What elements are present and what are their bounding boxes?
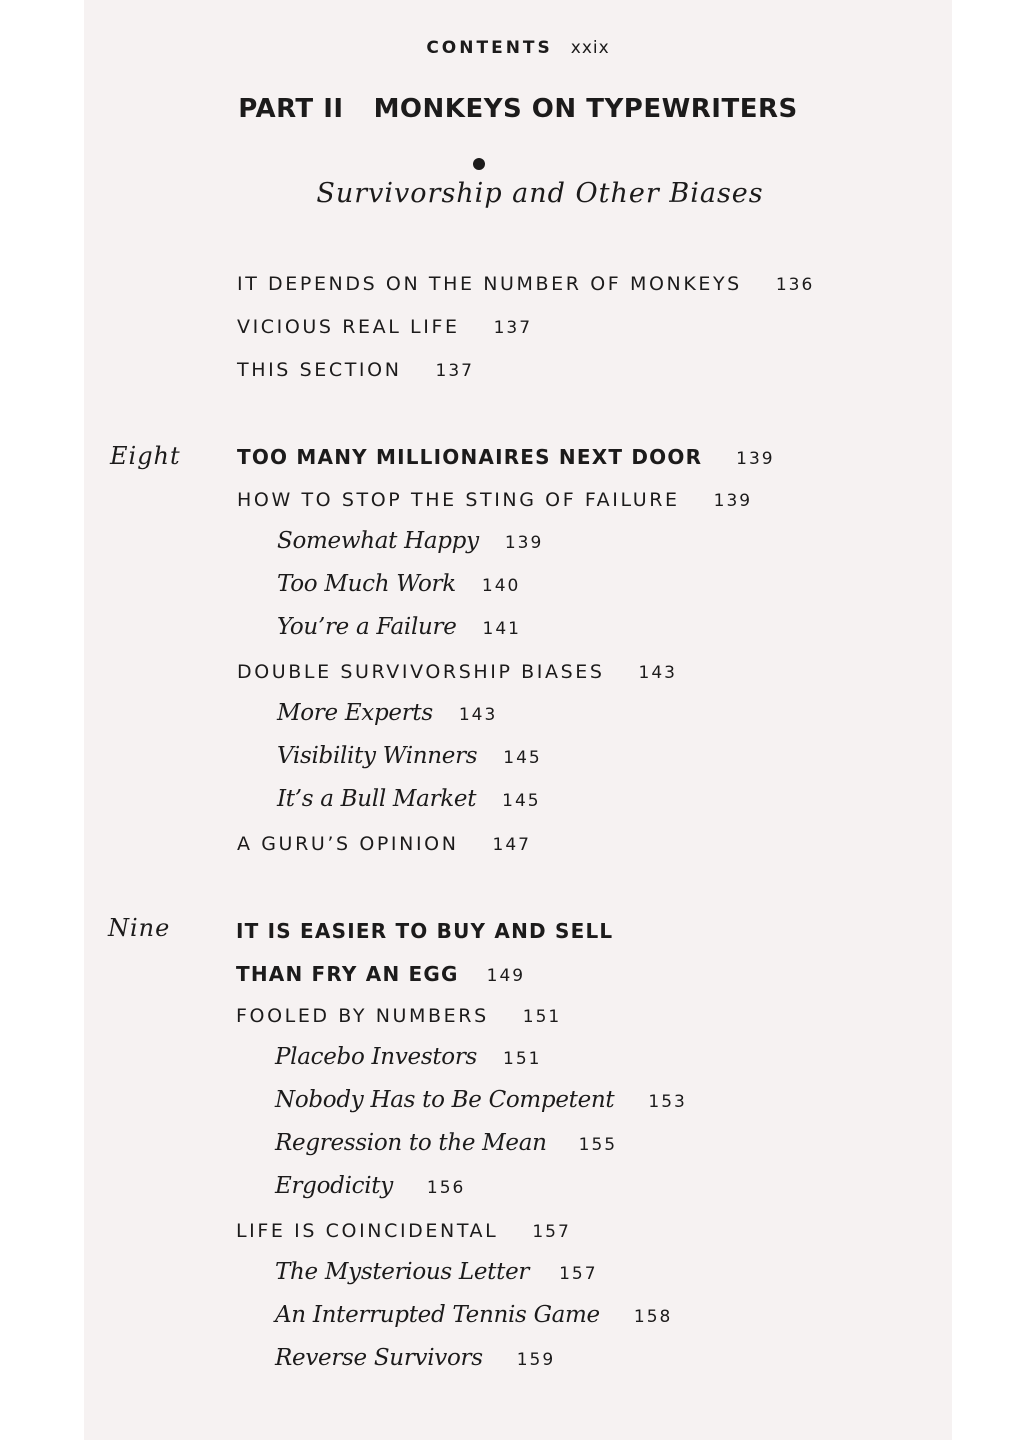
toc-subsection-entry	[275, 1173, 465, 1199]
toc-subsection-entry	[275, 1087, 687, 1113]
running-head	[84, 38, 952, 58]
toc-entry-title: VICIOUS REAL LIFE	[237, 316, 460, 338]
bullet-ornament	[473, 158, 485, 170]
toc-page-number: 140	[481, 576, 521, 596]
chapter-title-text: IT IS EASIER TO BUY AND SELL	[236, 919, 614, 943]
toc-page-number: 137	[493, 318, 533, 338]
chapter-title-text: TOO MANY MILLIONAIRES NEXT DOOR	[237, 445, 703, 469]
toc-entry	[237, 273, 814, 295]
toc-entry-title: THIS SECTION	[237, 359, 402, 381]
toc-subsection-entry	[275, 1130, 617, 1156]
part-subtitle: Survivorship and Other Biases	[316, 178, 764, 209]
toc-page-number: 137	[435, 361, 474, 381]
toc-page-number: 143	[638, 663, 677, 683]
toc-page-number: 151	[503, 1049, 542, 1069]
toc-entry-title: Regression to the Mean	[275, 1130, 547, 1156]
toc-page-number: 139	[736, 449, 775, 469]
toc-page-number: 159	[516, 1350, 556, 1370]
toc-entry-title: A GURU’S OPINION	[237, 833, 459, 855]
toc-entry-title: An Interrupted Tennis Game	[275, 1302, 600, 1328]
toc-section-entry	[237, 833, 531, 855]
toc-entry-title: HOW TO STOP THE STING OF FAILURE	[237, 489, 680, 511]
toc-subsection-entry	[275, 1345, 555, 1371]
toc-entry-title: Placebo Investors	[275, 1044, 478, 1070]
chapter-title-text: THAN FRY AN EGG	[236, 962, 459, 986]
toc-page-number: 158	[633, 1307, 673, 1327]
running-head-label: CONTENTS	[426, 38, 553, 58]
toc-page-number: 139	[504, 533, 544, 553]
toc-section-entry	[236, 1005, 561, 1027]
toc-entry-title: Too Much Work	[277, 571, 456, 597]
toc-entry-title: DOUBLE SURVIVORSHIP BIASES	[237, 661, 605, 683]
running-head-page-number: xxix	[570, 38, 610, 58]
book-page	[84, 0, 952, 1440]
toc-subsection-entry	[277, 743, 542, 769]
toc-subsection-entry	[277, 700, 497, 726]
toc-entry-title: Reverse Survivors	[275, 1345, 483, 1371]
toc-page-number: 151	[522, 1007, 562, 1027]
toc-entry-title: More Experts	[277, 700, 433, 726]
toc-page-number: 157	[559, 1264, 598, 1284]
toc-entry-title: FOOLED BY NUMBERS	[236, 1005, 489, 1027]
toc-entry-title: IT DEPENDS ON THE NUMBER OF MONKEYS	[237, 273, 742, 295]
chapter-number-label: Nine	[108, 914, 171, 942]
chapter-number-label: Eight	[110, 442, 181, 470]
toc-section-entry	[237, 489, 752, 511]
toc-entry-title: LIFE IS COINCIDENTAL	[236, 1220, 499, 1242]
toc-page-number: 145	[502, 791, 541, 811]
toc-page-number: 143	[458, 705, 498, 725]
toc-subsection-entry	[275, 1302, 672, 1328]
toc-page-number: 153	[648, 1092, 687, 1112]
toc-section-entry	[236, 1220, 571, 1242]
chapter-title-line-1	[236, 919, 613, 943]
toc-subsection-entry	[277, 571, 520, 597]
toc-entry	[237, 359, 474, 381]
toc-subsection-entry	[277, 614, 521, 640]
toc-page-number: 147	[492, 835, 531, 855]
toc-entry-title: Visibility Winners	[277, 743, 478, 769]
toc-page-number: 139	[713, 491, 753, 511]
toc-entry-title: Nobody Has to Be Competent	[275, 1087, 615, 1113]
toc-entry-title: Ergodicity	[275, 1173, 393, 1199]
toc-entry	[237, 316, 532, 338]
part-title	[84, 94, 952, 124]
part-name: MONKEYS ON TYPEWRITERS	[373, 94, 798, 124]
toc-page-number: 156	[426, 1178, 466, 1198]
toc-page-number: 149	[486, 966, 526, 986]
chapter-title	[237, 445, 775, 469]
toc-page-number: 155	[578, 1135, 618, 1155]
toc-entry-title: It’s a Bull Market	[277, 786, 477, 812]
toc-page-number: 157	[532, 1222, 571, 1242]
toc-entry-title: You’re a Failure	[277, 614, 457, 640]
toc-subsection-entry	[275, 1044, 541, 1070]
part-label: PART II	[238, 94, 344, 124]
toc-subsection-entry	[275, 1259, 598, 1285]
toc-page-number: 145	[503, 748, 542, 768]
toc-subsection-entry	[277, 528, 543, 554]
toc-section-entry	[237, 661, 677, 683]
toc-page-number: 136	[775, 275, 815, 295]
toc-entry-title: Somewhat Happy	[277, 528, 479, 554]
toc-subsection-entry	[277, 786, 541, 812]
toc-page-number: 141	[482, 619, 521, 639]
chapter-title-line-2	[236, 962, 525, 986]
toc-entry-title: The Mysterious Letter	[275, 1259, 530, 1285]
